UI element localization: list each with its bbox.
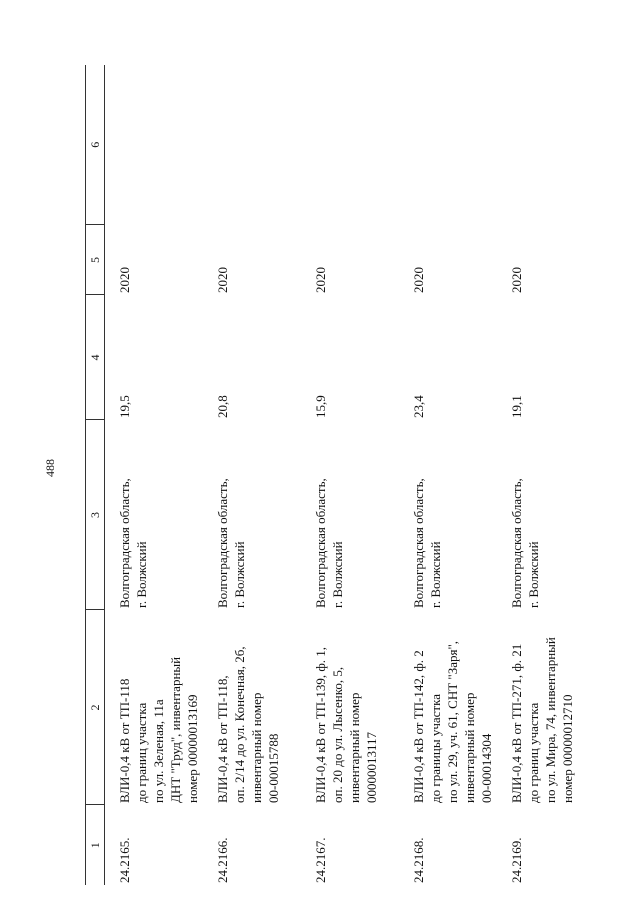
table-row	[105, 65, 203, 885]
year-value: 2020	[410, 267, 426, 293]
length-value: 20,8	[214, 395, 230, 418]
description-line: инвентарный номер	[248, 692, 264, 803]
description-line: 00000013117	[363, 731, 379, 803]
table-row	[203, 65, 301, 885]
location-line: г. Волжский	[329, 541, 345, 608]
year-value: 2020	[117, 267, 132, 293]
object-location	[105, 420, 203, 610]
description-line: по ул. 29, уч. 61, СНТ "Заря",	[444, 640, 460, 803]
object-location	[203, 420, 301, 610]
location-line: Волгоградская область,	[117, 478, 132, 608]
table-row	[301, 65, 399, 885]
description-line: инвентарный номер	[346, 692, 362, 803]
row-number: 24.2165.	[117, 837, 132, 883]
rotated-table-container	[85, 65, 600, 885]
description-line: ВЛИ-0,4 кВ от ТП-139, ф. 1,	[312, 646, 328, 803]
description-line: инвентарный номер	[461, 692, 477, 803]
length-value: 19,5	[117, 395, 132, 418]
row-number: 24.2166.	[214, 837, 230, 883]
year-value: 2020	[312, 267, 328, 293]
length-value: 15,9	[312, 395, 328, 418]
length-value: 23,4	[410, 395, 426, 418]
description-line: ВЛИ-0,4 кВ от ТП-118	[117, 678, 132, 803]
location-line: г. Волжский	[231, 541, 247, 608]
location-line: Волгоградская область,	[508, 478, 524, 608]
description-line: номер 00000012710	[559, 694, 575, 803]
registry-table	[85, 65, 595, 885]
header-row	[86, 65, 105, 885]
location-line: г. Волжский	[427, 541, 443, 608]
location-line: г. Волжский	[525, 541, 541, 608]
column-header-3: 3	[86, 420, 105, 610]
year-value: 2020	[214, 267, 230, 293]
location-line: г. Волжский	[134, 541, 149, 608]
table-row	[399, 65, 497, 885]
year-value: 2020	[508, 267, 524, 293]
page-number: 488	[43, 459, 57, 477]
column-header-6: 6	[86, 65, 105, 225]
row-number: 24.2168.	[410, 837, 426, 883]
column-6-value	[301, 65, 399, 225]
column-header-5: 5	[86, 225, 105, 295]
column-6-value	[497, 65, 595, 225]
description-line: ВЛИ-0,4 кВ от ТП-271, ф. 21	[508, 643, 524, 803]
object-location	[399, 420, 497, 610]
object-description	[497, 610, 595, 805]
column-6-value	[399, 65, 497, 225]
column-header-4: 4	[86, 295, 105, 420]
length-value: 19,1	[508, 395, 524, 418]
description-line: оп. 2/14 до ул. Конечная, 2б,	[231, 646, 247, 803]
description-line: 00-00014304	[478, 733, 494, 803]
table-row	[497, 65, 595, 885]
description-line: 00-00015788	[265, 733, 281, 803]
column-6-value	[203, 65, 301, 225]
description-line: оп. 20 до ул. Лысенко, 5,	[329, 666, 345, 803]
description-line: до границ участка	[525, 702, 541, 803]
location-line: Волгоградская область,	[410, 478, 426, 608]
row-number: 24.2169.	[508, 837, 524, 883]
description-line: ВЛИ-0,4 кВ от ТП-118,	[214, 675, 230, 803]
object-location	[301, 420, 399, 610]
description-line: ДНТ "Труд", инвентарный	[168, 656, 183, 803]
location-line: Волгоградская область,	[214, 478, 230, 608]
object-description	[399, 610, 497, 805]
column-header-1: 1	[86, 805, 105, 885]
row-number: 24.2167.	[312, 837, 328, 883]
description-line: номер 00000013169	[185, 694, 200, 803]
object-description	[301, 610, 399, 805]
column-header-2: 2	[86, 610, 105, 805]
object-description	[203, 610, 301, 805]
description-line: по ул. Зеленая, 11а	[151, 699, 166, 803]
object-location	[497, 420, 595, 610]
column-6-value	[105, 65, 203, 225]
description-line: до границы участка	[427, 694, 443, 803]
description-line: до границ участка	[134, 702, 149, 803]
object-description	[105, 610, 203, 805]
location-line: Волгоградская область,	[312, 478, 328, 608]
description-line: по ул. Мира, 74, инвентарный	[542, 637, 558, 803]
description-line: ВЛИ-0,4 кВ от ТП-142, ф. 2	[410, 650, 426, 803]
